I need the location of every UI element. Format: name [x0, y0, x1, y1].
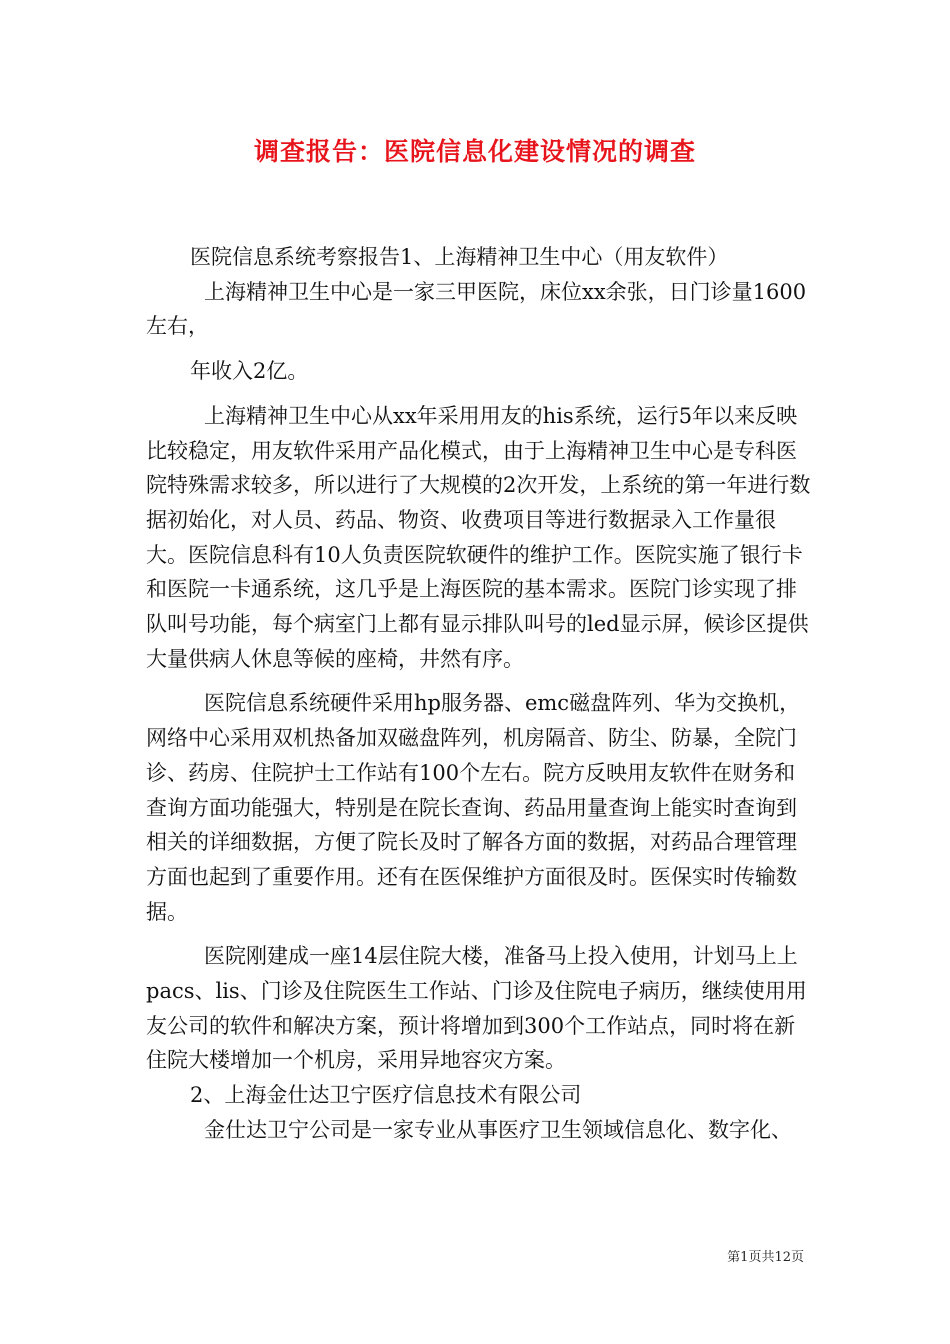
page-number: 第1页共12页 — [727, 1250, 804, 1265]
paragraph: 医院信息系统考察报告1、上海精神卫生中心（用友软件） — [190, 245, 729, 269]
page-title: 调查报告：医院信息化建设情况的调查 — [253, 137, 696, 166]
paragraph: 2、上海金仕达卫宁医疗信息技术有限公司 — [190, 1083, 582, 1108]
paragraph: 医院信息系统硬件采用hp服务器、emc磁盘阵列、华为交换机，网络中心采用双机热备加双磁盘阵列，机房隔音、防尘、防暴，全院门诊、药房、住院护士工作站有100个左右。院方反映用友软件在财务和查询方面功能强大，特别是在院长查询、药品用量查询上能实时查询到相关的详细数据，方便了院长及时了解各方面的数据，对药品合理管理方面也起到了重要作用。还有在医保维护方面很及时。医保实时传输数据。 — [146, 691, 801, 924]
paragraph: 金仕达卫宁公司是一家专业从事医疗卫生领域信息化、数字化、 — [204, 1117, 792, 1142]
paragraph: 上海精神卫生中心是一家三甲医院，床位xx余张，日门诊量1600左右， — [146, 279, 807, 339]
document-body — [146, 240, 811, 1148]
paragraph: 医院刚建成一座14层住院大楼，准备马上投入使用，计划马上上pacs、lis、门诊及住院医生工作站、门诊及住院电子病历，继续使用用友公司的软件和解决方案，预计将增加到300个工作站点，同时将在新住院大楼增加一个机房，采用异地容灾方案。 — [146, 944, 807, 1073]
paragraph: 年收入2亿。 — [190, 359, 309, 384]
paragraph: 上海精神卫生中心从xx年采用用友的his系统，运行5年以来反映比较稳定，用友软件采用产品化模式，由于上海精神卫生中心是专科医院特殊需求较多，所以进行了大规模的2次开发，上系统的第一年进行数据初始化，对人员、药品、物资、收费项目等进行数据录入工作量很大。医院信息科有10人负责医院软硬件的维护工作。医院实施了银行卡和医院一卡通系统，这几乎是上海医院的基本需求。医院门诊实现了排队叫号功能，每个病室门上都有显示排队叫号的led显示屏，候诊区提供大量供病人休息等候的座椅，井然有序。 — [146, 403, 811, 671]
